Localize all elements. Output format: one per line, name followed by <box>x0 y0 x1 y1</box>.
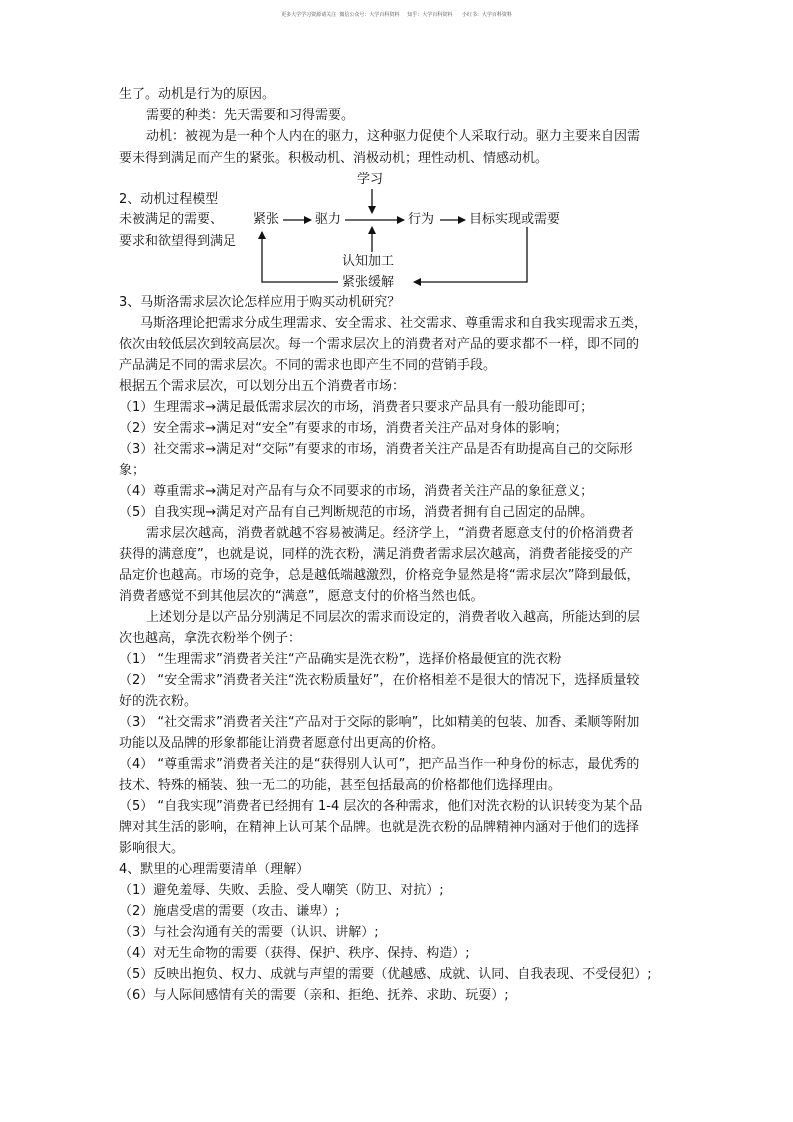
text-line: 未被满足的需要、 <box>119 212 224 227</box>
list-item: （1） “生理需求”消费者关注“产品确实是洗衣粉”，选择价格最便宜的洗衣粉 <box>119 652 562 667</box>
list-item: （3）与社会沟通有关的需要（认识、讲解）; <box>119 925 379 940</box>
diagram-relief-label: 紧张缓解 <box>342 275 395 290</box>
text-line: 次也越高，拿洗衣粉举个例子： <box>119 631 302 646</box>
list-item: （2）施虐受虐的需要（攻击、谦卑）; <box>119 904 340 919</box>
section-heading: 2、动机过程模型 <box>119 192 219 207</box>
text-line: 技术、特殊的桶装、独一无二的功能，甚至包括最高的价格都他们选择理由。 <box>119 778 562 793</box>
list-item: （5）自我实现→满足对产品有自己判断规范的市场，消费者拥有自己固定的品牌。 <box>119 505 594 520</box>
text-line: 要未得到满足而产生的紧张。积极动机、消极动机；理性动机、情感动机。 <box>119 151 549 166</box>
text-line: 象； <box>119 463 146 478</box>
text-line: 生了。动机是行为的原因。 <box>119 87 276 102</box>
diagram-behavior-label: 行为 <box>408 212 435 227</box>
list-item: （2） “安全需求”消费者关注“洗衣粉质量好”，在价格相差不是很大的情况下，选择质量较 <box>119 673 640 688</box>
text-line: 品定价也越高。市场的竞争，总是越低端越激烈，价格竞争显然是将“需求层次”降到最低， <box>119 568 640 583</box>
text-line: 产品满足不同的需求层次。不同的需求也即产生不同的营销手段。 <box>119 358 497 373</box>
text-line: 牌对其生活的影响，在精神上认可某个品牌。也就是洗衣粉的品牌精神内涵对于他们的选择 <box>119 820 640 835</box>
list-item: （4）尊重需求→满足对产品有与众不同要求的市场，消费者关注产品的象征意义； <box>119 484 594 499</box>
arrow-relief-to-tension <box>262 232 338 282</box>
list-item: （1）生理需求→满足最低需求层次的市场，消费者只要求产品具有一般功能即可； <box>119 400 594 415</box>
section-heading: 4、默里的心理需要清单（理解） <box>119 862 310 877</box>
diagram-cognition-label: 认知加工 <box>342 254 395 269</box>
arrow-goal-to-relief <box>414 227 527 282</box>
text-line: 影响很大。 <box>119 841 185 856</box>
text-line: 根据五个需求层次，可以划分出五个消费者市场： <box>119 379 406 394</box>
text-line: 上述划分是以产品分别满足不同层次的需求而设定的，消费者收入越高，所能达到的层 <box>146 610 641 625</box>
text-line: 依次由较低层次到较高层次。每一个需求层次上的消费者对产品的要求都不一样，即不同的 <box>119 337 640 352</box>
text-line: 需求层次越高，消费者就越不容易被满足。经济学上，“消费者愿意支付的价格消费者 <box>146 526 634 541</box>
list-item: （3）社交需求→满足对“交际”有要求的市场，消费者关注产品是否有助提高自己的交际形 <box>119 442 633 457</box>
diagram-tension-label: 紧张 <box>253 212 280 227</box>
text-line: 动机：被视为是一种个人内在的驱力，这种驱力促使个人采取行动。驱力主要来自因需 <box>146 129 641 144</box>
text-line: 要求和欲望得到满足 <box>119 234 237 249</box>
list-item: （5） “自我实现”消费者已经拥有 1-4 层次的各种需求，他们对洗衣粉的认识转变为某个品 <box>119 799 643 814</box>
list-item: （4）对无生命物的需要（获得、保护、秩序、保持、构造）; <box>119 946 470 961</box>
text-line: 消费者感觉不到其他层次的“满意”，愿意支付的价格当然也低。 <box>119 589 484 604</box>
text-line: 马斯洛理论把需求分成生理需求、安全需求、社交需求、尊重需求和自我实现需求五类， <box>140 316 648 331</box>
list-item: （1）避免羞辱、失败、丢脸、受人嘲笑（防卫、对抗）; <box>119 883 444 898</box>
list-item: （3） “社交需求”消费者关注“产品对于交际的影响”，比如精美的包装、加香、柔顺等附加 <box>119 715 640 730</box>
list-item: （5）反映出抱负、权力、成就与声望的需要（优越感、成就、认同、自我表现、不受侵犯）; <box>119 967 652 982</box>
list-item: （4） “尊重需求”消费者关注的是“获得别人认可”，把产品当作一种身份的标志，最优秀的 <box>119 757 640 772</box>
diagram-learning-label: 学习 <box>357 172 384 187</box>
text-line: 好的洗衣粉。 <box>119 694 198 709</box>
text-line: 获得的满意度”，也就是说，同样的洗衣粉，满足消费者需求层次越高，消费者能接受的产 <box>119 547 633 562</box>
diagram-drive-label: 驱力 <box>315 212 342 227</box>
text-line: 需要的种类：先天需要和习得需要。 <box>146 108 355 123</box>
page-header: 更多大学学习资源请关注 微信公众号：大学百科资料 知乎：大学百科资料 小红书：大学百科资料 <box>281 12 512 18</box>
list-item: （6）与人际间感情有关的需要（亲和、拒绝、抚养、求助、玩耍）; <box>119 988 509 1003</box>
text-line: 功能以及品牌的形象都能让消费者愿意付出更高的价格。 <box>119 736 445 751</box>
diagram-goal-label: 目标实现或需要 <box>469 212 561 227</box>
list-item: （2）安全需求→满足对“安全”有要求的市场，消费者关注产品对身体的影响； <box>119 421 568 436</box>
section-heading: 3、马斯洛需求层次论怎样应用于购买动机研究？ <box>119 295 401 310</box>
